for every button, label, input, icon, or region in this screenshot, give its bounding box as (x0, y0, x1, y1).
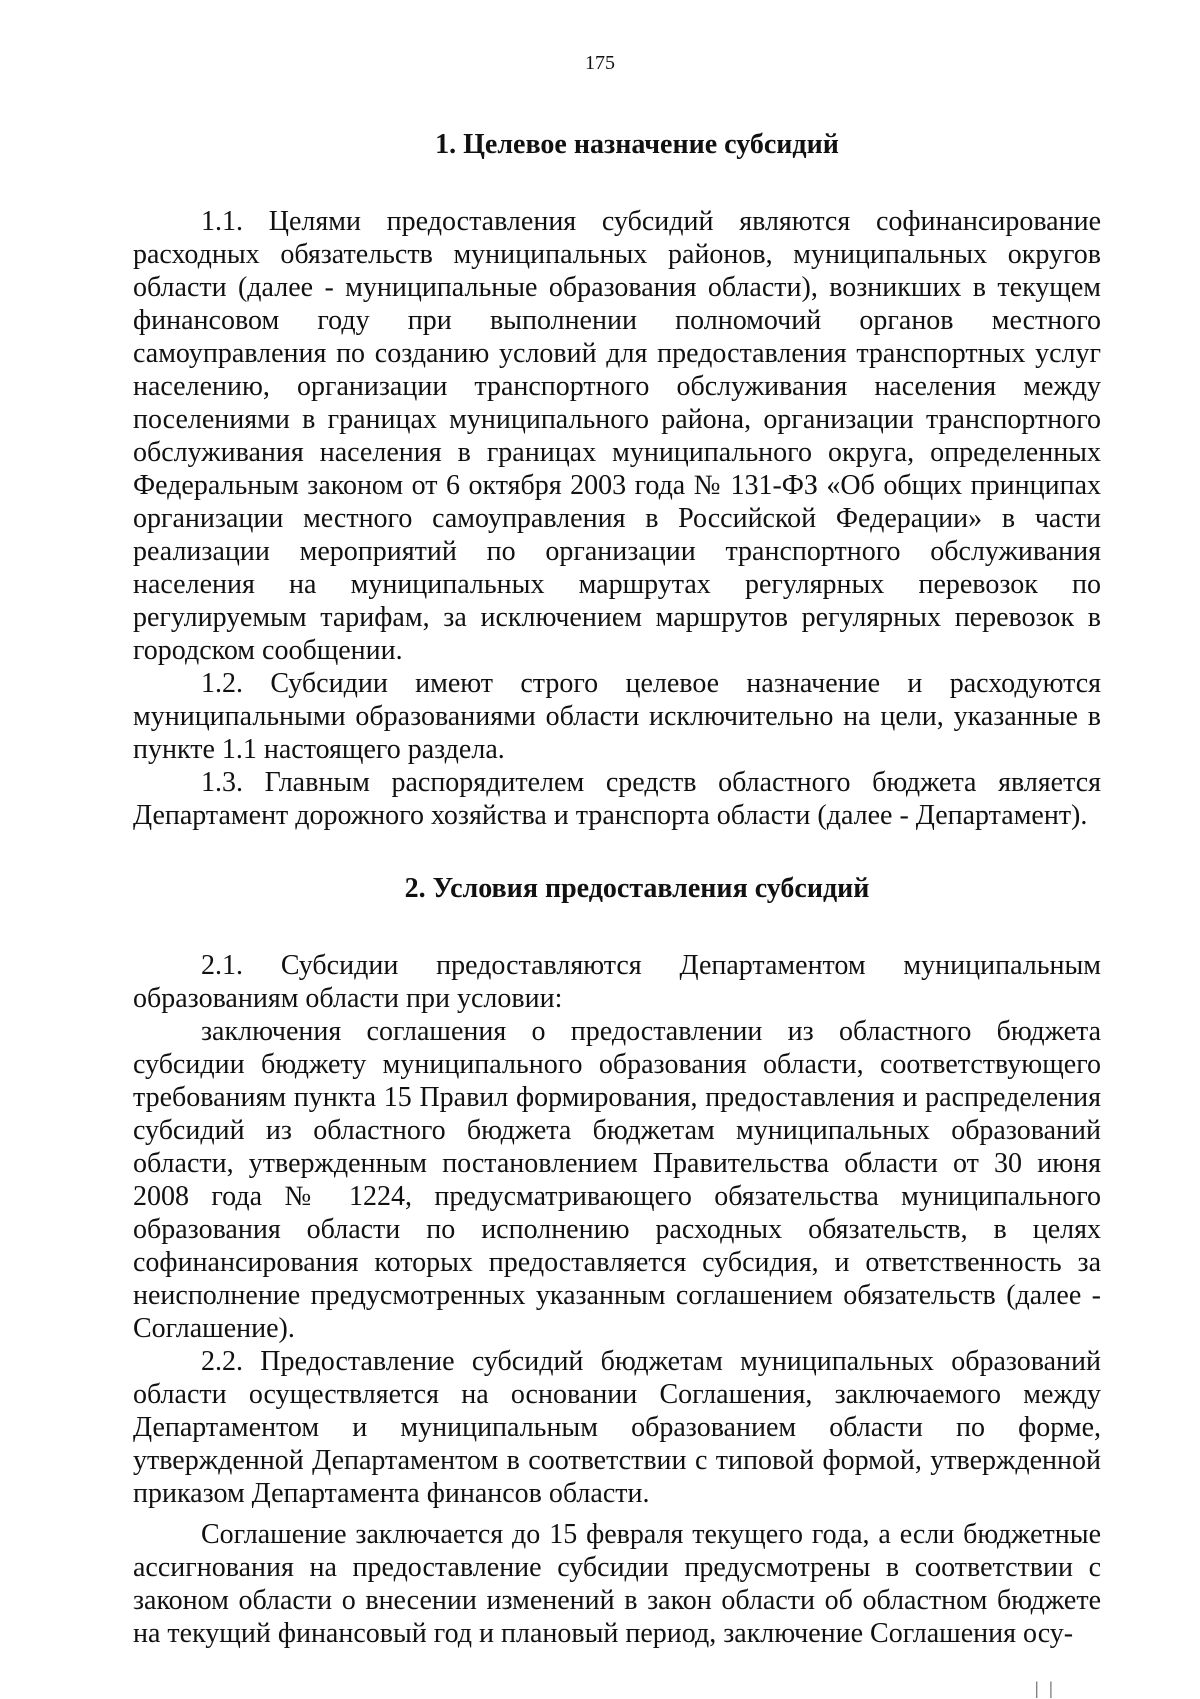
paragraph-agreement-deadline: Соглашение заключается до 15 февраля текущего года, а если бюджетные ассигнования на предоставление субсидии предусмотрены в соответствии с законом области о внесении изменений в закон области об областном бюджете на текущий финансовый год и плановый период, заключение Соглашения осу- (133, 1519, 1101, 1649)
page-number: 175 (585, 52, 615, 74)
section-2-heading: 2. Условия предоставления субсидий (404, 873, 870, 904)
paragraph-2-1-condition: заключения соглашения о предоставлении из областного бюджета субсидии бюджету муниципального образования области, соответствующего требованиям пункта 15 Правил формирования, предоставления и распределения субсидий из областного бюджета бюджетам муниципальных образований области, утвержденным постановлением Правительства области от 30 июня 2008 года № 1224, предусматривающего обязательства муниципального образования области по исполнению расходных обязательств, в целях софинансирования которых предоставляется субсидия, и ответственность за неисполнение предусмотренных указанным соглашением обязательств (далее - Соглашение). (133, 1016, 1101, 1344)
document-body (133, 128, 1101, 1650)
paragraph-1-3: 1.3. Главным распорядителем средств областного бюджета является Департамент дорожного хозяйства и транспорта области (далее - Департамент). (133, 767, 1101, 831)
paragraph-1-2: 1.2. Субсидии имеют строго целевое назначение и расходуются муниципальными образованиями области исключительно на цели, указанные в пункте 1.1 настоящего раздела. (133, 668, 1101, 765)
scan-corner-marks: | | (1035, 1678, 1056, 1698)
paragraph-2-2: 2.2. Предоставление субсидий бюджетам муниципальных образований области осуществляется на основании Соглашения, заключаемого между Департаментом и муниципальным образованием области по форме, утвержденной Департаментом в соответствии с типовой формой, утвержденной приказом Департамента финансов области. (133, 1346, 1101, 1509)
paragraph-2-1: 2.1. Субсидии предоставляются Департаментом муниципальным образованиям области при условии: (133, 950, 1101, 1014)
paragraph-1-1: 1.1. Целями предоставления субсидий являются софинансирование расходных обязательств муниципальных районов, муниципальных округов области (далее - муниципальные образования области), возникших в текущем финансовом году при выполнении полномочий органов местного самоуправления по созданию условий для предоставления транспортных услуг населению, организации транспортного обслуживания населения между поселениями в границах муниципального района, организации транспортного обслуживания населения в границах муниципального округа, определенных Федеральным законом от 6 октября 2003 года № 131-ФЗ «Об общих принципах организации местного самоуправления в Российской Федерации» в части реализации мероприятий по организации транспортного обслуживания населения на муниципальных маршрутах регулярных перевозок по регулируемым тарифам, за исключением маршрутов регулярных перевозок в городском сообщении. (133, 206, 1101, 666)
section-1-heading: 1. Целевое назначение субсидий (435, 129, 839, 160)
